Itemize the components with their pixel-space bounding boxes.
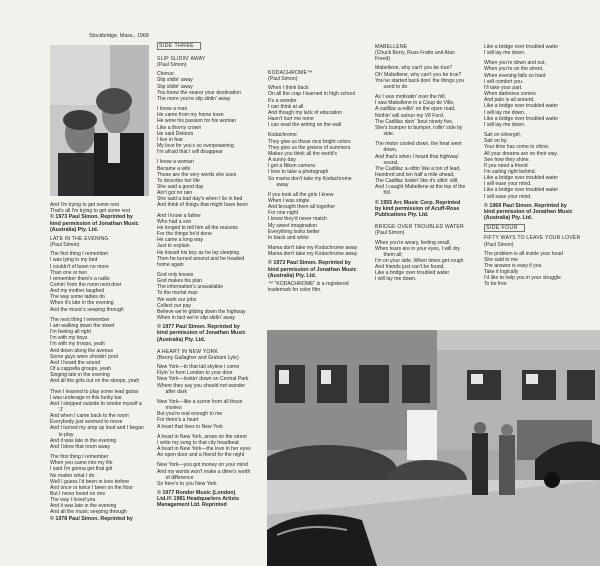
lyric-line: She said a bad day's when I lie in bed [157,196,243,203]
lyric-line: Like a bridge over troubled water [484,103,559,110]
lyric-line: Ain't got no rain [157,190,193,197]
lyric-line: I'm on your side. When times get rough [375,257,464,264]
lyric-line: On all the crap I learned in high school [268,91,355,98]
lyric-line: God only knows [157,272,194,278]
lyric-line: When I think back [268,85,309,92]
lyric-line: See how they shine. [484,156,530,163]
lyric-line: And I heard the sound [50,359,101,366]
lyric-line: down, [375,147,398,154]
lyric-line: And all the girls out on the stoops, yeah [50,378,140,385]
copyright-line: © 1978 Paul Simon. Reprinted by [50,515,133,522]
lyric-line: And I'm trying to get some rest [50,202,119,208]
copyright-line: © 1977 Paul Simon. Reprinted by [157,324,240,331]
song-title: FIFTY WAYS TO LEAVE YOUR LOVER [484,235,581,242]
lyric-line: I said I'm gonna get that girl [50,466,113,473]
song-title: SLIP SLIDIN' AWAY [157,56,206,62]
lyric-line: And friends just can't be found, [375,264,445,271]
lyric-line: A heart that lives in New York [157,423,223,430]
lyric-line: An open door and a friend for the night [157,452,245,459]
copyright-line: Ltd./© 1981 Headquarters Artists [157,496,240,503]
lyric-line: When tears are in your eyes, I will dry [375,245,460,252]
lyric-line: Mama don't take my Kodachrome away [268,245,358,252]
lyric-line: I was lying in my bed [50,257,98,264]
lyric-line: away [268,181,289,188]
copyright-line: (Australia) Pty. Ltd. [157,336,206,343]
lyric-line: I will lay me down. [484,121,526,128]
lyric-line: Like a bridge over troubled water [484,187,559,194]
lyric-line: The next thing I remember [50,316,110,323]
song-author: (Chuck Berry, Russ Fratto and Alan [375,50,455,57]
lyric-line: I know they'd never match [268,216,328,223]
lyric-line: Everything looks better [268,228,320,235]
lyric-line: Believe we're gliding down the highway [157,308,246,315]
lyric-line: Flyin' in from London to your door [157,370,233,377]
lyric-line: Of a cappella groups, yeah [50,366,111,373]
lyric-line: I love to take a photograph [268,169,329,176]
lyric-line: I remember there's a radio [50,275,110,282]
lyric-line: To the mortal man [157,290,198,297]
column-3 [268,70,373,293]
lyrics-kodachrome [268,85,373,257]
lyric-line: No matter what I do [50,472,95,479]
song-author: (Benny Gallagher and Graham Lyle) [157,355,239,362]
lyric-line: For the things he'd done [157,231,212,238]
lyric-line: I will lay me down. [484,109,526,116]
song-author: (Paul Simon) [157,62,187,69]
lyric-line: And think of things that might have been [157,202,248,209]
lyric-line: Mama don't take my Kodachrome away [268,251,358,258]
lyric-line: I saw Mabellene in a Coup de Ville, [375,100,455,107]
street-photo [267,330,600,566]
lyric-line: We work our jobs [157,296,197,303]
lyric-line: Like a bridge over troubled water [484,115,559,122]
lyric-line: Your time has come to shine. [484,144,550,151]
copyright-line: (Australia) Pty. Ltd. [50,226,99,233]
lyric-line: When I was single [268,197,310,204]
lyric-line: New York—like a scene from all those [157,398,243,405]
lyric-line: She said a good day [157,183,204,190]
lyric-line: When darkness comes [484,91,536,98]
lyric-line: of difference [157,474,194,481]
lyric-line: New York—lookin' down on Central Park [157,376,249,383]
lyric-line: The motor cooled down, the heat went [375,141,462,148]
lyric-line: And it was late in the evening [50,503,117,510]
lyric-line: Nothin' will outrun my V8 Ford, [375,112,445,119]
song-author: (Paul Simon) [375,230,405,237]
lyric-line: I can read the writing on the wall [268,122,342,129]
lyric-line: Comin' from the room next door [50,282,122,289]
lyric-line: I can think at all [268,103,304,110]
lyric-line: Became a wife [157,165,191,172]
lyric-line: And once or twice I been on the floor [50,484,133,491]
lyric-line: side. [375,131,395,138]
lyric-line: And I turned my amp up loud and I began [50,425,144,432]
lyric-line: I'm with my troops, yeah [50,341,105,348]
lyric-line: He wore his passion for his woman [157,118,236,125]
lyric-line: When it's late in the evening [50,300,114,307]
lyric-line: Like a bridge over troubled water [484,44,559,50]
lyric-line: When you came into my life [50,460,113,467]
lyric-line: I'm sailing right behind. [484,168,536,175]
lyric-line: These are the very words she uses [157,171,237,178]
lyric-line: I'm afraid that I will disappear [157,149,223,156]
lyric-line: He came a long way [157,237,204,244]
lyric-line: Where they say you should not wander [157,382,246,389]
lyric-line: And pain is all around, [484,97,535,104]
lyric-line: Slip slidin' away [157,83,193,90]
lyric-line: I will comfort you. [484,78,524,85]
portrait-photo [50,45,149,196]
lyric-line: The first thing I remember [50,251,109,258]
lyric-line: to play [50,431,74,438]
lyrics-bridge-continued [484,44,594,200]
lyric-line: I was underage in this funky bar [50,394,122,401]
song-author: (Paul Simon) [484,241,514,248]
song-author: Freed) [375,56,391,63]
lyric-line: Than one or two [50,269,87,276]
lyric-line: A sunny day [268,157,296,164]
song-author: (Paul Simon) [50,242,80,249]
lyric-line: My love for you's so overpowering [157,143,234,150]
lyric-line: I got a Nikon camera [268,163,315,170]
lyric-line: They give us the greens of summers [268,144,351,151]
lyric-line: Slip slidin' away [157,77,193,84]
lyric-line: Kodachrome [268,132,297,139]
lyric-line: The first thing I remember [50,454,109,461]
lyric-line: And I caught Mabellene at the top of the [375,184,466,191]
lyric-line: For there's a heart [157,417,199,424]
lyric-line: I couldn't of been no more [50,263,109,270]
lyric-line: In black and white [268,234,309,241]
lyric-line: Who had a son [157,218,192,225]
lyrics-a-heart-in-new-york [157,364,265,487]
lyric-line: And my mother laughed [50,288,105,295]
lyrics-bridge-over-troubled-water [375,240,481,283]
lyric-line: I write my song to that city heartbeat [157,439,239,446]
lyric-line: To be free [484,281,507,288]
lyric-line: The way I loved you [50,497,96,504]
song-title: LATE IN THE EVENING [50,235,109,242]
lyric-line: If you took all the girls I knew [268,191,334,198]
lyric-line: home again [157,261,184,268]
lyric-line: them all; [375,251,403,258]
lyric-line: Everybody just seemed to move [50,419,123,426]
copyright-line: by kind permission of Acuff-Rose [375,205,460,212]
lyrics-slip-slidin-away [157,71,265,321]
photo-caption: Stockbridge, Mass., 1968 [89,33,149,39]
lyric-line: New York—to that tall skyline I come [157,364,240,371]
lyric-line: To describe her life [157,177,200,184]
song-title: BRIDGE OVER TROUBLED WATER [375,224,464,231]
lyric-line: My sweet imagination [268,222,317,229]
lyric-line: Collect our pay [157,302,191,309]
lyric-line: The Cadillac lookin' like it's sittin' still, [375,178,459,185]
lyric-line: As I was motivatin' over the hill, [375,94,446,101]
lyric-line: I'm feeling all right [50,329,91,336]
lyric-line: She's bumper to bumper, rollin' side by [375,124,463,131]
song-author: (Paul Simon) [268,76,298,83]
copyright-line: Publications Pty. Ltd. [375,212,429,218]
copyright-line: © 1955 Arc Music Corp. Reprinted [375,199,461,206]
lyric-line: I'm with my boys [50,335,88,342]
lyric-line: When you're on the street, [484,66,544,73]
lyric-line: You know the nearer your destination [157,89,241,96]
lyric-line: The information's unavailable [157,284,224,291]
column-5 [484,44,594,288]
lyric-line: A heart in New York—the love in her eyes [157,446,251,453]
lyric-line: movies [157,405,182,412]
copyright-line: kind permission of Jonathan Music [50,220,139,227]
copyright-line: Management Ltd. Reprinted [157,502,227,509]
lyric-line: 'J' [50,406,63,413]
lyric-line: When you're down and out, [484,60,546,67]
lyric-line: Chorus: [157,71,175,78]
lyric-line: I'd like to help you in your struggle [484,275,561,282]
lyric-line: And though my lack of education [268,109,342,116]
lyric-line: Makes you think all the world's [268,150,337,157]
lyric-line: Well I guess I'd been in love before [50,478,130,485]
lyric-line: And brought them all together [268,204,336,211]
lyrics-mabellene [375,65,481,196]
lyric-line: And my words won't make a dime's worth [157,468,251,475]
lyric-line: hill. [375,190,392,197]
copyright-line: kind permission of Jonathan Music [484,208,573,215]
lyric-line: And that's when I heard that highway [375,153,459,160]
lyric-line: Take it logically [484,269,519,276]
lyric-line: He came from my home town [157,112,224,119]
copyright-line: © 1973 Paul Simon. Reprinted by [50,214,133,221]
lyric-line: Just to explain [157,243,190,250]
lyric-line: I will ease your mind. [484,181,532,188]
lyric-line: I will lay me down. [484,50,526,57]
column-4 [375,44,481,283]
lyric-line: So mama don't take my Kodachrome [268,175,352,182]
lyric-line: I will ease your mind. [484,193,532,200]
lyric-line: sound, [375,159,399,166]
lyric-line: Sail on silvergirl, [484,132,522,139]
lyric-line: Hundred and ten half a mile ahead, [375,171,455,178]
trademark-note: ™ "KODACHROME" is a registered [268,280,349,287]
lyric-line: I live in fear [157,136,184,143]
lyric-line: And I blew that room away [50,443,111,450]
lyric-line: And the music's seeping through [50,306,124,313]
lyric-line: God makes his plan [157,278,203,285]
lyric-line: The Cadillac a-sittin' like a ton of lead, [375,165,461,172]
copyright-line: © 1977 Rondor Music (London) [157,489,236,496]
lyric-line: The answer is easy if you [484,262,542,269]
lyric-line: He longed to tell him all the reasons [157,224,238,231]
lyric-line: Singing late in the evening [50,372,110,379]
lyric-line: used to do [375,83,408,90]
lyric-line: If you need a friend [484,162,528,169]
song-title: A HEART IN NEW YORK [157,348,218,355]
lyric-line: The problem is all inside your head [484,250,563,257]
lyric-line: When evening falls so hard [484,72,546,79]
lyric-line: And all the music seeping through [50,509,127,516]
lyric-line: I'll take your part. [484,84,523,91]
lyric-line: The more you're slip slidin' away [157,95,231,102]
lyric-line: A heart in New York, arose on the street [157,433,247,440]
lyric-line: And down along the avenue [50,347,114,354]
lyric-line: Sail on by. [484,138,508,145]
lyric-line: So here's to you New York [157,480,217,487]
side-three-heading: SIDE THREE [157,42,201,50]
lyric-line: But you're real enough to me [157,411,223,418]
song-title: MABELLENE [375,44,408,50]
lyric-line: Like a bridge over troubled water [375,270,450,277]
lyric-line: Like a bridge over troubled water [484,175,559,182]
copyright-line: (Australia) Pty. Ltd. [268,272,317,279]
lyric-line: A cadillac a-rollin' on the open road, [375,106,456,113]
lyrics-fifty-ways [484,251,594,288]
lyric-line: I will lay me down. [375,276,417,283]
lyric-line: Then he turned around and he headed [157,255,245,262]
lyric-line: When in fact we're slip slidin' away [157,315,236,322]
copyright-line: kind permission of Jonathan Music [268,266,357,273]
column-1 [50,202,150,522]
lyric-line: All your dreams are on their way. [484,150,559,157]
lyric-line: Like a thorny crown [157,124,202,131]
column-2 [157,42,265,509]
lyrics-late-in-the-evening [50,251,150,515]
song-title: KODACHROME™ [268,70,313,76]
lyric-line: And it was late in the evening [50,437,117,444]
lyric-line: She said to me [484,256,518,263]
lyric-line: And I stepped outside to smoke myself a [50,400,142,407]
lyric-line: You've started back doin' the things you [375,77,465,84]
lyric-line: Some guys were shootin' pool [50,353,118,360]
lyric-line: He kissed his boy as he lay sleeping [157,249,240,256]
lyric-line: Hasn't hurt me none [268,116,314,123]
lyric-line: It's a wonder [268,97,297,104]
lyric-line: That's all I'm trying to get some rest [50,208,131,215]
side-four-heading: SIDE FOUR [484,224,525,232]
lyric-line: The way some ladies do [50,294,105,301]
lyric-line: I am walking down the street [50,322,115,329]
lyric-line: When you're weary, feeling small, [375,239,451,246]
lyric-line: He said Delores [157,130,194,137]
copyright-line: © 1969 Paul Simon. Reprinted by [484,202,567,209]
lyric-line: Mabellene, why can't you be true? [375,65,453,72]
lyric-line: But I never loved no one [50,491,106,498]
copyright-line: (Australia) Pty. Ltd. [484,215,533,222]
trademark-note: trademark for color film. [268,287,322,294]
lyric-line: New York—you got money on your mind [157,462,248,469]
lyric-line: For one night [268,210,299,217]
lyric-line: Then I learned to play some lead guitar [50,388,139,395]
copyright-line: © 1973 Paul Simon. Reprinted by [268,260,351,267]
lyric-line: And when I came back to the room [50,413,129,420]
lyric-line: I know a man [157,106,188,113]
lyric-line: after dark [157,388,188,395]
lyric-line: And I know a father [157,212,201,219]
lyric-line: They give us those nice bright colors [268,138,351,145]
lyric-line: Oh' Mabellene, why can't you be true? [375,71,462,78]
lyric-line: The Cadillac doin' 'bout ninety five, [375,118,454,125]
copyright-line: kind permission of Jonathan Music [157,330,246,337]
lyric-line: I know a woman [157,159,194,166]
